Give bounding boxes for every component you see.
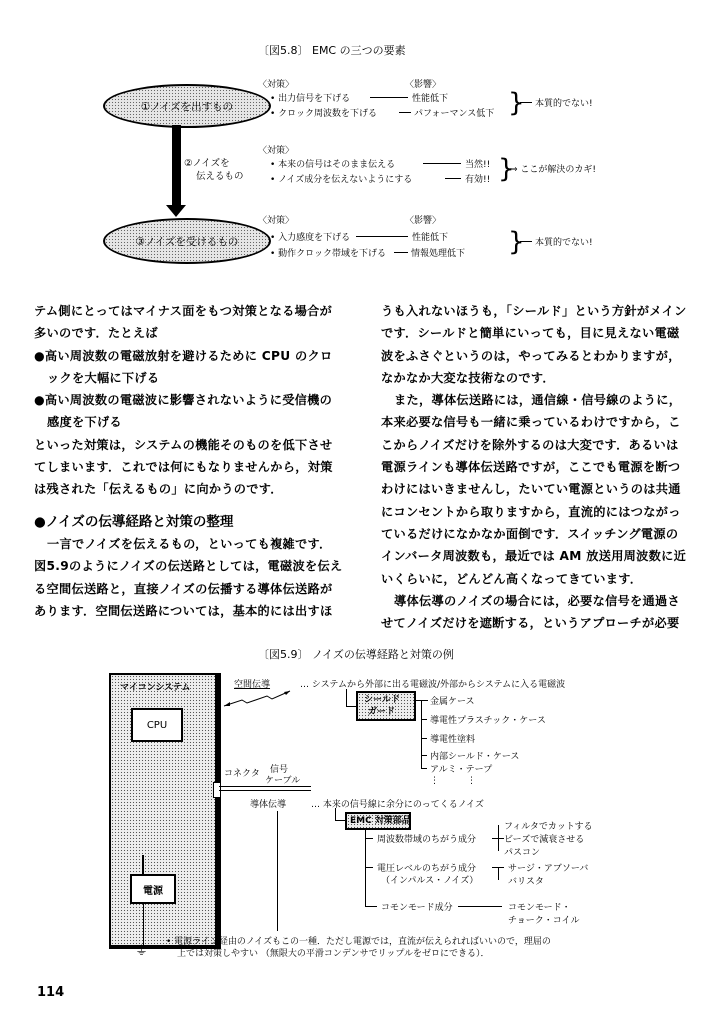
branch2-item: バリスタ bbox=[508, 877, 544, 887]
shield-ellipsis: ⋮ bbox=[430, 776, 439, 786]
branch3-arrow bbox=[458, 906, 502, 907]
branch1-fork bbox=[498, 825, 499, 851]
figure-note-line2: 上では対策しやすい （無限大の平滑コンデンサでリップルをゼロにできる）． bbox=[177, 949, 490, 959]
g2-measure-label: 〈対策〉 bbox=[258, 146, 295, 156]
g2-effect-2: 有効!! bbox=[465, 175, 491, 185]
branch3-tick bbox=[365, 906, 377, 907]
branch2-tick bbox=[365, 867, 373, 868]
shield-ellipsis-2: ⋮ bbox=[467, 776, 476, 786]
branch2-label-line1: 電圧レベルのちがう成分 bbox=[377, 864, 477, 874]
emc-parts-label: EMC 対策部品 bbox=[350, 816, 411, 826]
g1-measure-1: • 出力信号を下げる bbox=[270, 94, 351, 104]
node-noise-source-label: ①ノイズを出すもの bbox=[140, 100, 234, 113]
g3-effect-label: 〈影響〉 bbox=[405, 216, 442, 226]
body-right-line: 本来必要な信号も一緒に乗っているわけですから，こ bbox=[381, 415, 681, 430]
body-left-line: てしまいます．これでは何にもなりませんから，対策 bbox=[34, 460, 333, 475]
branch2-label-line2: （インパルス・ノイズ） bbox=[381, 876, 479, 886]
g3-measure-2: • 動作クロック帯域を下げる bbox=[270, 249, 386, 259]
branch2-item: サージ・アブソーバ bbox=[508, 864, 589, 874]
shield-connector-v bbox=[346, 689, 347, 706]
g3-effect-2: 情報処理低下 bbox=[411, 249, 466, 259]
body-left2-line: あります．空間伝送路については，基本的には出すほ bbox=[34, 603, 333, 618]
shield-tick bbox=[421, 719, 427, 720]
shield-item: 金属ケース bbox=[430, 697, 475, 707]
left-column-2 bbox=[34, 533, 342, 622]
bullet-item: ●高い周波数の電磁放射を避けるために CPU のクロ bbox=[34, 348, 333, 363]
shield-label-line1: シールド bbox=[364, 695, 400, 705]
branch1-item: パスコン bbox=[504, 848, 541, 858]
flow-arrow-shaft bbox=[172, 125, 181, 207]
g3-measure-label: 〈対策〉 bbox=[258, 216, 295, 226]
node-noise-receiver-label: ③ノイズを受けるもの bbox=[135, 235, 239, 248]
g3-arrow-1 bbox=[356, 236, 408, 237]
power-wire-upper bbox=[142, 855, 144, 875]
flow-arrow-head bbox=[166, 205, 186, 217]
section-heading: ●ノイズの伝導経路と対策の整理 bbox=[34, 514, 234, 530]
g3-arrow-2 bbox=[394, 252, 408, 253]
cpu-label: CPU bbox=[146, 719, 168, 731]
body-right-line: せてノイズだけを遮断する，というアプローチが必要 bbox=[381, 616, 680, 631]
shield-tick bbox=[421, 738, 427, 739]
space-conduction-desc: … システムから外部に出る電磁波/外部からシステムに入る電磁波 bbox=[300, 680, 566, 690]
body-left-line: は残された「伝えるもの」に向かうのです． bbox=[34, 482, 283, 497]
node-noise-receiver bbox=[103, 218, 271, 264]
branch1-item: ビーズで減衰させる bbox=[504, 835, 585, 845]
plug-icon: ⏚ bbox=[135, 944, 149, 959]
system-label: マイコンシステム bbox=[120, 683, 191, 693]
left-column bbox=[34, 300, 333, 501]
g2-measure-2: • ノイズ成分を伝えないようにする bbox=[270, 175, 413, 185]
figure-5-8-title: 〔図5.8〕 EMC の三つの要素 bbox=[258, 44, 406, 57]
figure-note-line1: • 電源ライン経由のノイズもこの一種．ただし電源では，直流が伝えられればいいので，理屈の bbox=[166, 937, 551, 947]
body-right-line: なかなか大変な技術なのです． bbox=[381, 370, 555, 385]
shield-item: 内部シールド・ケース bbox=[430, 752, 520, 762]
conductor-arrow bbox=[277, 811, 278, 931]
emc-connector-v bbox=[335, 808, 336, 820]
body-right-line: 波をふさぐというのは，やってみるとわかりますが， bbox=[381, 348, 681, 363]
g2-conclusion: ⇒ ここが解決のカギ! bbox=[510, 165, 597, 175]
g1-arrow-1 bbox=[370, 97, 408, 98]
body-right-line: 導体伝導のノイズの場合には，必要な信号を通過さ bbox=[394, 593, 680, 608]
connector-label: コネクタ bbox=[224, 769, 260, 779]
cpu-box bbox=[131, 708, 183, 742]
body-right-line: いくらいに，どんどん高くなってきています． bbox=[381, 571, 643, 586]
body-left2-line: 一言でノイズを伝えるもの，といっても複雑です． bbox=[47, 537, 332, 551]
g1-measure-2: • クロック周波数を下げる bbox=[270, 109, 377, 119]
body-right-line: 電源ラインも導体伝送路ですが，ここでも電源を断つ bbox=[381, 460, 681, 475]
signal-cable-2 bbox=[219, 790, 311, 791]
right-column bbox=[381, 300, 687, 634]
g2-arrow-2 bbox=[445, 178, 461, 179]
g2-measure-1: • 本来の信号はそのまま伝える bbox=[270, 160, 396, 170]
body-left2-line: る空間伝送路と，直接ノイズの伝播する導体伝送路が bbox=[34, 581, 333, 596]
g1-brace: } bbox=[508, 88, 525, 118]
body-right-line: こからノイズだけを除外するのは大変です．あるいは bbox=[381, 437, 679, 452]
g2-brace: } bbox=[498, 154, 515, 184]
g1-conclusion: 本質的でない! bbox=[535, 99, 593, 109]
branch1-tick bbox=[365, 838, 373, 839]
branch3-item-line2: チョーク・コイル bbox=[508, 916, 580, 926]
g2-arrow-1 bbox=[423, 163, 461, 164]
body-right-line: です．シールドと簡単にいっても，目に見えない電磁 bbox=[381, 326, 680, 341]
body-right-line: ているだけになかなか面倒です．スイッチング電源の bbox=[381, 526, 679, 541]
signal-cable-1 bbox=[219, 786, 311, 787]
conductor-conduction-label: 導体伝導 bbox=[250, 800, 287, 810]
shield-item: 導電性プラスチック・ケース bbox=[430, 716, 546, 726]
shield-items-trunk bbox=[421, 700, 422, 768]
power-cord bbox=[143, 903, 144, 945]
shield-tick bbox=[421, 755, 427, 756]
branch3-label: コモンモード成分 bbox=[381, 903, 453, 913]
g1-measure-label: 〈対策〉 bbox=[258, 80, 295, 90]
g1-effect-label: 〈影響〉 bbox=[405, 80, 442, 90]
power-supply-box bbox=[130, 874, 176, 904]
g3-conclusion-arrow bbox=[520, 241, 532, 242]
radiation-wave-icon bbox=[222, 688, 292, 710]
shield-tick bbox=[421, 768, 427, 769]
g3-measure-1: • 入力感度を下げる bbox=[270, 233, 351, 243]
g1-conclusion-arrow bbox=[520, 102, 532, 103]
power-label: 電源 bbox=[143, 885, 163, 897]
page-number: 114 bbox=[37, 985, 65, 1000]
figure-5-9-title: 〔図5.9〕 ノイズの伝導経路と対策の例 bbox=[258, 648, 454, 661]
node-noise-source bbox=[103, 84, 271, 128]
g1-effect-1: 性能低下 bbox=[412, 94, 449, 104]
g3-conclusion: 本質的でない! bbox=[535, 238, 593, 248]
shield-item: アルミ・テープ bbox=[430, 765, 493, 775]
body-right-line: にコンセントから取りますから，直流的にはつながっ bbox=[381, 504, 681, 519]
body-right-line: うも入れないほうも，「シールド」という方針がメイン bbox=[381, 304, 687, 318]
g1-effect-2: パフォーマンス低下 bbox=[414, 109, 495, 119]
body-left-line: といった対策は，システムの機能そのものを低下させ bbox=[34, 437, 333, 452]
g3-brace: } bbox=[508, 227, 525, 257]
cable-label-line1: 信号 bbox=[270, 765, 289, 775]
branch3-item-line1: コモンモード・ bbox=[508, 903, 571, 913]
g3-effect-1: 性能低下 bbox=[412, 233, 449, 243]
shield-item: 導電性塗料 bbox=[430, 735, 476, 745]
emc-connector-h bbox=[335, 820, 345, 821]
bullet-item-cont: ックを大幅に下げる bbox=[47, 370, 160, 385]
branch1-label: 周波数帯域のちがう成分 bbox=[377, 835, 477, 845]
space-conduction-label: 空間伝導 bbox=[234, 680, 271, 690]
g1-arrow-2 bbox=[399, 112, 411, 113]
cable-label-line2: ケーブル bbox=[265, 776, 301, 786]
node-noise-transmit-line2: 伝えるもの bbox=[196, 171, 244, 182]
bullet-item-cont: 感度を下げる bbox=[47, 415, 122, 430]
body-left2-line: 図5.9のようにノイズの伝送路としては，電磁波を伝え bbox=[34, 559, 343, 574]
body-right-line: また，導体伝送路には，通信線・信号線のように， bbox=[394, 393, 682, 408]
body-right-line: インバータ周波数も，最近では AM 放送用周波数に近 bbox=[381, 549, 687, 564]
branch2-fork bbox=[498, 867, 499, 880]
branch1-item: フィルタでカットする bbox=[504, 822, 593, 832]
shield-connector-h bbox=[346, 706, 356, 707]
body-left-line: テム側にとってはマイナス面をもつ対策となる場合が bbox=[34, 304, 333, 318]
shield-label-line2: ガード bbox=[368, 707, 396, 717]
bullet-item: ●高い周波数の電磁波に影響されないように受信機の bbox=[34, 393, 333, 408]
conductor-conduction-desc: … 本来の信号線に余分にのってくるノイズ bbox=[311, 800, 484, 810]
body-left-line: 多いのです．たとえば bbox=[34, 326, 158, 341]
node-noise-transmit-line1: ②ノイズを bbox=[184, 158, 230, 169]
body-right-line: わけにはいきませんし，たいてい電源というのは共通 bbox=[381, 482, 681, 497]
g2-effect-1: 当然!! bbox=[465, 160, 491, 170]
